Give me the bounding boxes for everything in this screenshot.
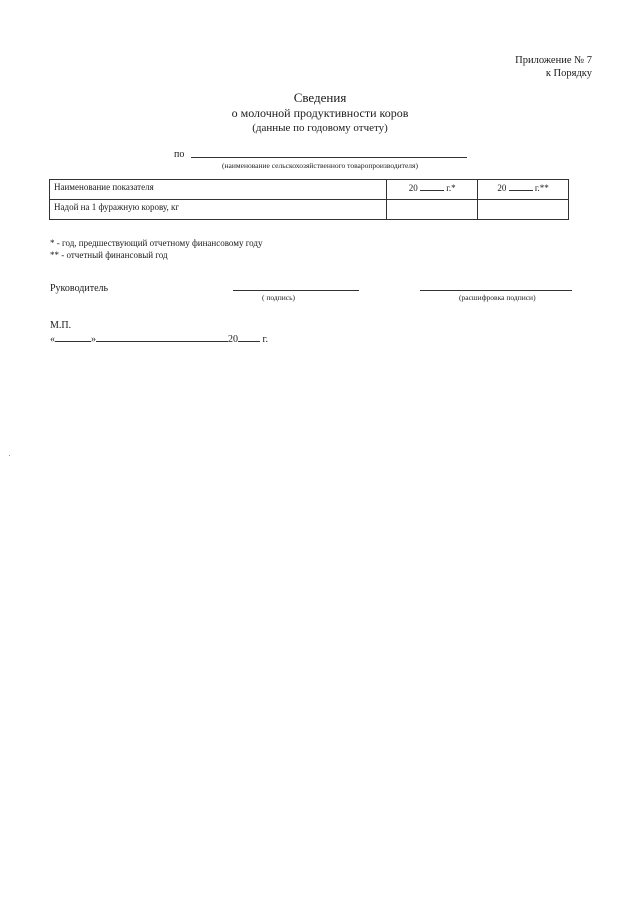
document-title: Сведения bbox=[293, 90, 347, 105]
date-year-field[interactable] bbox=[238, 332, 260, 342]
year2-blank[interactable] bbox=[509, 182, 533, 191]
date-year-prefix: 20 bbox=[228, 334, 238, 345]
date-close-quote: » bbox=[91, 334, 96, 345]
scan-speck bbox=[9, 455, 10, 456]
appendix-number: Приложение № 7 bbox=[515, 55, 592, 66]
header-indicator: Наименование показателя bbox=[50, 180, 387, 200]
table-header-row bbox=[50, 180, 569, 200]
year1-suffix: г.* bbox=[446, 183, 456, 193]
org-prefix: по bbox=[174, 149, 185, 160]
date-month-field[interactable] bbox=[96, 332, 228, 342]
document-subtitle: о молочной продуктивности коров bbox=[231, 106, 409, 120]
date-day-field[interactable] bbox=[55, 332, 91, 342]
row-year1-value[interactable] bbox=[387, 200, 478, 220]
header-year1 bbox=[387, 180, 478, 200]
org-name-hint: (наименование сельскохозяйственного товаропроизводителя) bbox=[222, 161, 418, 170]
stamp-place-label: М.П. bbox=[50, 320, 72, 331]
header-year2 bbox=[478, 180, 569, 200]
year1-blank[interactable] bbox=[420, 182, 444, 191]
table-row bbox=[50, 200, 569, 220]
document-source-note: (данные по годовому отчету) bbox=[252, 122, 388, 134]
year2-suffix: г.** bbox=[534, 183, 549, 193]
signature-hint: ( подпись) bbox=[262, 293, 296, 302]
year2-prefix: 20 bbox=[497, 183, 507, 193]
year1-prefix: 20 bbox=[408, 183, 418, 193]
appendix-reference bbox=[515, 54, 592, 80]
signature-field[interactable] bbox=[233, 290, 359, 291]
footnote-previous-year: * - год, предшествующий отчетному финансовому году bbox=[50, 238, 263, 248]
appendix-order: к Порядку bbox=[545, 68, 592, 79]
date-year-suffix: г. bbox=[262, 334, 268, 345]
footnote-reporting-year: ** - отчетный финансовый год bbox=[50, 250, 168, 260]
org-name-field[interactable] bbox=[191, 157, 467, 158]
date-open-quote: « bbox=[50, 334, 55, 345]
director-label: Руководитель bbox=[50, 283, 109, 294]
signature-decode-field[interactable] bbox=[420, 290, 572, 291]
date-row bbox=[50, 332, 268, 345]
row-year2-value[interactable] bbox=[478, 200, 569, 220]
indicator-table bbox=[49, 179, 569, 220]
row-indicator: Надой на 1 фуражную корову, кг bbox=[50, 200, 387, 220]
signature-decode-hint: (расшифровка подписи) bbox=[459, 293, 536, 302]
